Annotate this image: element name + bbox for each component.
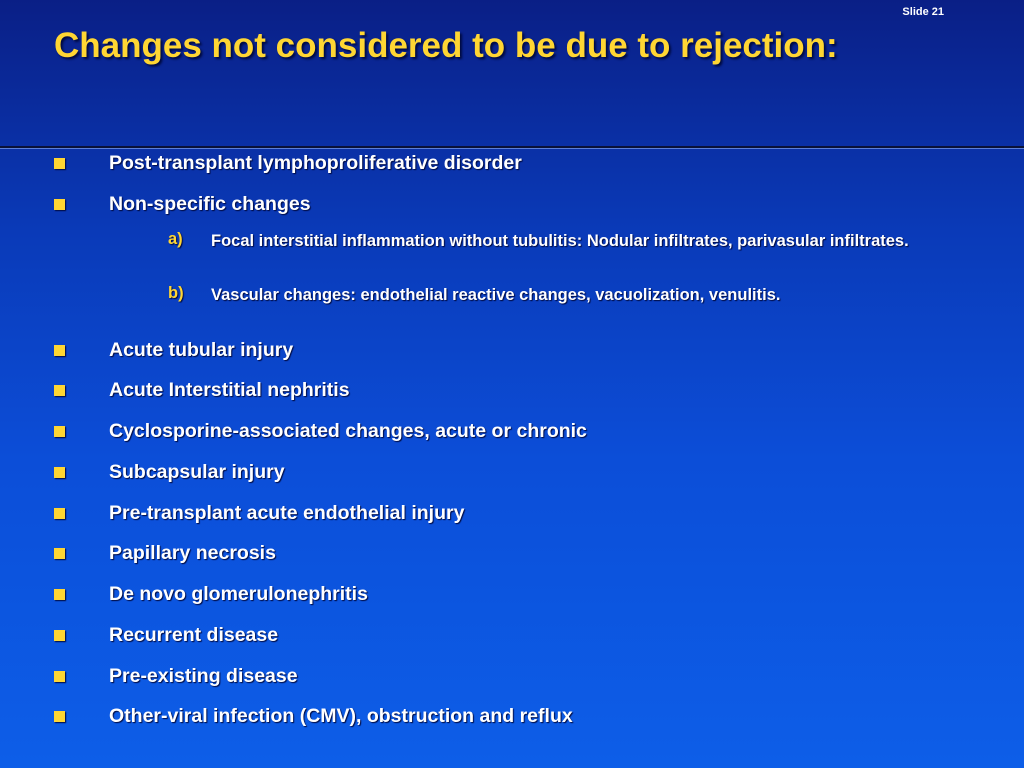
title-divider: [0, 146, 1024, 149]
square-bullet-icon: [54, 711, 65, 722]
square-bullet-icon: [54, 158, 65, 169]
square-bullet-icon: [54, 671, 65, 682]
list-item-text: Non-specific changes: [109, 193, 311, 215]
list-item: [0, 624, 1024, 650]
list-item: [0, 705, 1024, 731]
list-item: [0, 502, 1024, 528]
list-item: [0, 379, 1024, 405]
list-item: [0, 420, 1024, 446]
list-item-text: Other-viral infection (CMV), obstruction and reflux: [109, 705, 573, 727]
list-item-text: Pre-existing disease: [109, 665, 298, 687]
square-bullet-icon: [54, 589, 65, 600]
sub-item-letter: b): [168, 284, 184, 302]
list-item: [0, 339, 1024, 365]
sub-item-text: Vascular changes: endothelial reactive changes, vacuolization, venulitis.: [211, 286, 781, 304]
square-bullet-icon: [54, 426, 65, 437]
list-item-text: Post-transplant lymphoproliferative disorder: [109, 152, 522, 174]
square-bullet-icon: [54, 345, 65, 356]
list-item-text: Pre-transplant acute endothelial injury: [109, 502, 465, 524]
list-item: [0, 152, 1024, 178]
slide-number: Slide 21: [902, 6, 944, 18]
sub-item-text: Focal interstitial inflammation without tubulitis: Nodular infiltrates, parivasular infiltrates.: [211, 232, 909, 250]
square-bullet-icon: [54, 199, 65, 210]
list-item-text: Cyclosporine-associated changes, acute or chronic: [109, 420, 587, 442]
list-item-text: De novo glomerulonephritis: [109, 583, 368, 605]
list-item: [0, 542, 1024, 568]
list-item-text: Papillary necrosis: [109, 542, 276, 564]
list-item: [0, 461, 1024, 487]
list-item: [0, 193, 1024, 219]
list-item-text: Subcapsular injury: [109, 461, 285, 483]
sub-item-letter: a): [168, 230, 183, 248]
list-item-text: Recurrent disease: [109, 624, 279, 646]
square-bullet-icon: [54, 467, 65, 478]
list-item: [0, 583, 1024, 609]
square-bullet-icon: [54, 630, 65, 641]
square-bullet-icon: [54, 385, 65, 396]
list-item-text: Acute tubular injury: [109, 339, 294, 361]
list-item: [0, 665, 1024, 691]
list-item-text: Acute Interstitial nephritis: [109, 379, 350, 401]
slide-title: Changes not considered to be due to rejection:: [54, 26, 838, 65]
square-bullet-icon: [54, 548, 65, 559]
square-bullet-icon: [54, 508, 65, 519]
